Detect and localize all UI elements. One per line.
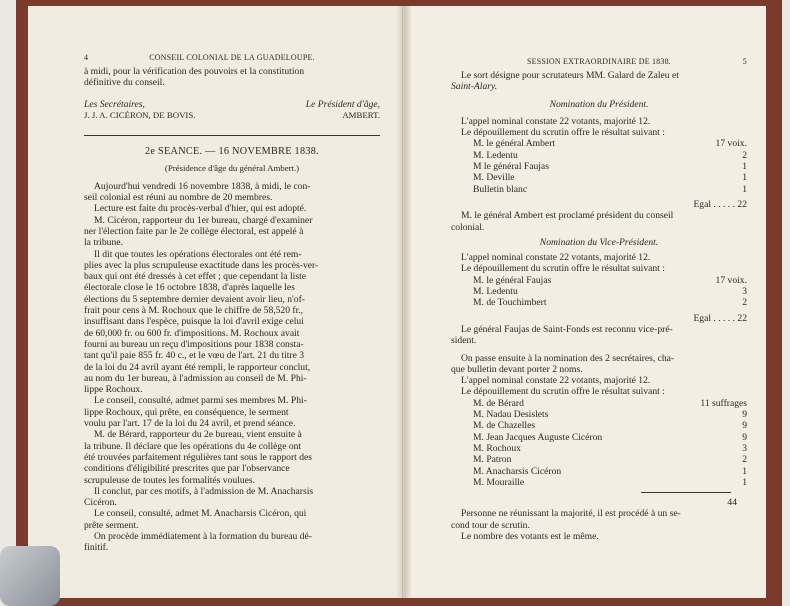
paragraph-line: de 60,000 fr. ou 600 fr. d'impositions. M. Rochoux avait xyxy=(84,327,300,339)
final-line: cond tour de scrutin. xyxy=(451,519,530,531)
paragraph-line: prête serment. xyxy=(84,519,139,531)
vote-count: 1 xyxy=(742,172,747,184)
paragraph-line: la tribune. xyxy=(84,237,123,249)
egal-total: Egal . . . . . 22 xyxy=(693,312,747,324)
secretaires-line: que bulletin devant porter 2 noms. xyxy=(451,363,583,375)
final-line: Le nombre des votants est le même. xyxy=(461,530,599,542)
vote-row xyxy=(473,184,747,195)
secretaires-names: J. J. A. CICÉRON, DE BOVIS. xyxy=(84,109,196,120)
final-line: Personne ne réunissant la majorité, il est procédé à un se- xyxy=(461,508,681,520)
paragraph-line: scrupuleuse de toutes les formalités voulues. xyxy=(84,474,256,486)
vote-row xyxy=(473,409,747,420)
intro-line: Saint-Alary. xyxy=(451,81,498,93)
depouillement-line: Le dépouillement du scrutin offre le résultat suivant : xyxy=(461,127,665,139)
right-running-head xyxy=(451,56,747,67)
vote-row xyxy=(473,138,747,149)
proclamation-line: sident. xyxy=(451,335,477,347)
right-page xyxy=(403,6,766,598)
paragraph-line: Cicéron. xyxy=(84,497,117,509)
candidate-name: M. Jean Jacques Auguste Cicéron xyxy=(473,431,603,443)
vote-count: 17 voix. xyxy=(715,274,747,286)
presidence-line: (Présidence d'âge du général Ambert.) xyxy=(164,163,300,174)
candidate-name: M. Patron xyxy=(473,454,512,466)
paragraph-line: frait pour cens à M. Rochoux que le chiffre de 58,520 fr., xyxy=(84,305,304,317)
vote-row xyxy=(473,161,747,172)
running-header-text: SESSION EXTRAORDINAIRE DE 1838. xyxy=(527,57,671,66)
paragraph-line: seil colonial est réuni au nombre de 20 membres. xyxy=(84,192,273,204)
appel-line: L'appel nominal constate 22 votants, majorité 12. xyxy=(461,252,651,264)
vote-row xyxy=(473,297,747,308)
vote-count: 9 xyxy=(742,431,747,443)
paragraph-line: Le conseil, consulté, admet M. Anacharsis Cicéron, qui xyxy=(94,508,307,520)
depouillement-line: Le dépouillement du scrutin offre le résultat suivant : xyxy=(461,386,665,398)
vote-count: 1 xyxy=(742,476,747,488)
paragraph-line: M. Cicéron, rapporteur du 1er bureau, chargé d'examiner xyxy=(94,214,313,226)
secretaires-label: Les Secrétaires, xyxy=(84,98,145,110)
candidate-name: M. de Bérard xyxy=(473,397,524,409)
vote-row xyxy=(473,477,747,488)
vote-row xyxy=(473,275,747,286)
candidate-name: M. de Chazelles xyxy=(473,420,536,432)
total-count: 44 xyxy=(727,497,737,509)
paragraph-line: au nom du 1er bureau, à l'admission au conseil de M. Phi- xyxy=(84,372,307,384)
proclamation-line: colonial. xyxy=(451,221,485,233)
vote-count: 1 xyxy=(742,183,747,195)
egal-total: Egal . . . . . 22 xyxy=(693,198,747,210)
page-number: 5 xyxy=(742,57,747,66)
candidate-name: M. le général Ambert xyxy=(473,138,556,150)
signature-names xyxy=(84,110,380,121)
candidate-name: M le général Faujas xyxy=(473,161,549,173)
paragraph-line: la tribune. Il déclare que les opérations du 4e collège ont xyxy=(84,440,302,452)
vote-count: 2 xyxy=(742,149,747,161)
vote-count: 2 xyxy=(742,297,747,309)
paragraph-line: baux qui ont été dressés à cet effet ; que cependant la liste xyxy=(84,271,306,283)
paragraph-line: voulu par l'art. 17 de la loi du 24 avril, et prend séance. xyxy=(84,418,296,430)
paragraph-line: lippe Rochoux. xyxy=(84,384,143,396)
left-running-head xyxy=(84,52,380,63)
paragraph-line: insuffisant dans l'espèce, puisque la loi d'avril exige celui xyxy=(84,316,304,328)
appel-line: L'appel nominal constate 22 votants, majorité 12. xyxy=(461,115,651,127)
vote-table xyxy=(451,275,747,309)
vote-row xyxy=(473,172,747,183)
paragraph-line: conditions d'éligibilité prescrites que par l'observance xyxy=(84,463,290,475)
vote-row xyxy=(473,398,747,409)
candidate-name: M. Nadau Desislets xyxy=(473,409,549,421)
section-title: Nomination du Président. xyxy=(549,98,649,110)
paragraph-line: Le conseil, consulté, admet parmi ses membres M. Phi- xyxy=(94,395,307,407)
intro-line: à midi, pour la vérification des pouvoirs et la constitution xyxy=(84,66,305,77)
depouillement-line: Le dépouillement du scrutin offre le résultat suivant : xyxy=(461,263,665,275)
vote-count: 9 xyxy=(742,409,747,421)
appel-line: L'appel nominal constate 22 votants, majorité 12. xyxy=(461,375,651,387)
paragraph-line: été trouvées parfaitement régulières tant sous le rapport des xyxy=(84,451,313,463)
candidate-name: Bulletin blanc xyxy=(473,183,528,195)
paragraph-line: élections du 5 septembre dernier devaient avoir lieu, n'of- xyxy=(84,293,305,305)
paragraph-line: Il conclut, par ces motifs, à l'admission de M. Anacharsis xyxy=(94,485,314,497)
paragraph-line: Il dit que toutes les opérations électorales ont été rem- xyxy=(94,248,302,260)
vote-count: 2 xyxy=(742,454,747,466)
seance-title: 2e SEANCE. — 16 NOVEMBRE 1838. xyxy=(145,146,319,158)
vote-count: 3 xyxy=(742,442,747,454)
president-name: AMBERT. xyxy=(342,109,380,120)
candidate-name: M. le général Faujas xyxy=(473,274,552,286)
intro-line: Le sort désigne pour scrutateurs MM. Galard de Zaleu et xyxy=(461,70,679,81)
vote-table xyxy=(451,398,747,488)
candidate-name: M. Anacharsis Cicéron xyxy=(473,465,562,477)
intro-line: définitive du conseil. xyxy=(84,77,165,89)
president-label: Le Président d'âge, xyxy=(305,98,380,110)
paragraph-line: finitif. xyxy=(84,542,109,554)
signature-labels xyxy=(84,99,380,110)
secretaires-line: On passe ensuite à la nomination des 2 secrétaires, cha- xyxy=(461,352,675,364)
right-content xyxy=(451,70,747,542)
total-rule xyxy=(641,492,731,493)
paragraph-line: On procède immédiatement à la formation du bureau dé- xyxy=(94,530,312,542)
proclamation-line: M. le général Ambert est proclamé président du conseil xyxy=(461,210,674,222)
vote-count: 9 xyxy=(742,420,747,432)
vote-row xyxy=(473,466,747,477)
paragraph-line: M. de Bérard, rapporteur du 2e bureau, vient ensuite à xyxy=(94,429,302,441)
vote-table xyxy=(451,138,747,194)
left-page xyxy=(28,6,403,598)
candidate-name: M. Mouraille xyxy=(473,476,525,488)
paragraph-line: de la loi du 24 avril ayant été rempli, le rapporteur conclut, xyxy=(84,361,311,373)
candidate-name: M. Ledentu xyxy=(473,286,518,298)
paragraph-line: fourni au bureau un reçu d'impositions pour 1838 consta- xyxy=(84,338,304,350)
left-content xyxy=(84,66,380,554)
paragraph-line: Lecture est faite du procès-verbal d'hier, qui est adopté. xyxy=(94,203,307,215)
vote-row xyxy=(473,454,747,465)
proclamation-line: Le général Faujas de Saint-Fonds est reconnu vice-pré- xyxy=(461,323,673,335)
page-number: 4 xyxy=(84,53,89,62)
vote-count: 11 suffrages xyxy=(700,397,747,409)
candidate-name: M. Deville xyxy=(473,172,515,184)
paragraph-line: plies avec la plus scrupuleuse exactitude dans les procès-ver- xyxy=(84,259,319,271)
paragraph-line: tant qu'il paie 855 fr. 40 c., et le vœu de l'art. 21 du titre 3 xyxy=(84,350,305,362)
vote-row xyxy=(473,420,747,431)
candidate-name: M. Ledentu xyxy=(473,149,518,161)
vote-count: 1 xyxy=(742,465,747,477)
candidate-name: M. de Touchimbert xyxy=(473,297,547,309)
vote-row xyxy=(473,432,747,443)
vote-count: 1 xyxy=(742,161,747,173)
paragraph-line: lippe Rochoux, qui prête, en conséquence, le serment xyxy=(84,406,289,418)
section-title: Nomination du Vice-Président. xyxy=(539,236,659,248)
paragraph-line: Aujourd'hui vendredi 16 novembre 1838, à midi, le con- xyxy=(94,180,311,192)
paragraph-line: ner l'élection faite par le 2e collège électoral, est appelé à xyxy=(84,225,304,237)
vote-count: 17 voix. xyxy=(715,138,747,150)
vote-row xyxy=(473,286,747,297)
rule xyxy=(84,135,380,136)
paragraph-line: électorale close le 16 octobre 1838, d'après laquelle les xyxy=(84,282,295,294)
vote-count: 3 xyxy=(742,286,747,298)
metal-clip xyxy=(0,546,60,606)
vote-row xyxy=(473,150,747,161)
running-header-text: CONSEIL COLONIAL DE LA GUADELOUPE. xyxy=(149,53,315,62)
vote-row xyxy=(473,443,747,454)
candidate-name: M. Rochoux xyxy=(473,442,521,454)
